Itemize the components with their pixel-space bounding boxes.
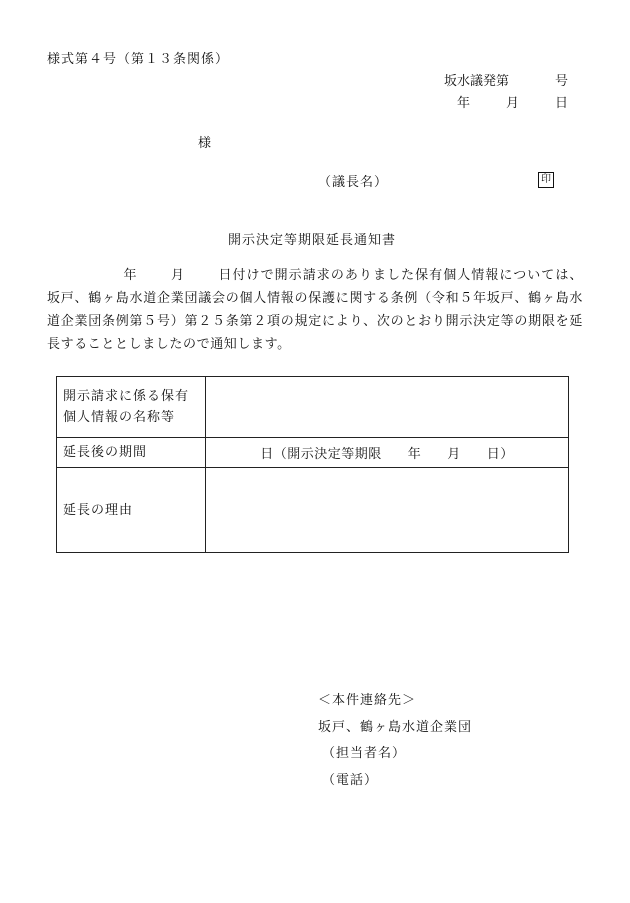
- document-number-prefix: 坂水議発第: [443, 74, 509, 89]
- period-close-label: 日）: [486, 447, 514, 462]
- extended-period-label: 延長後の期間: [57, 438, 206, 468]
- table-row: [57, 438, 569, 468]
- contact-heading: ＜本件連絡先＞: [318, 693, 417, 708]
- contact-organization: 坂戸、鶴ヶ島水道企業団: [318, 719, 473, 735]
- label-line: 開示請求に係る保有: [63, 389, 190, 404]
- period-year-label: 年: [407, 447, 422, 462]
- table-row: [57, 468, 569, 553]
- period-day-label: 日: [260, 447, 274, 462]
- period-deadline-label: （開示決定等期限: [273, 447, 382, 462]
- table-row: [57, 377, 569, 438]
- seal-stamp-icon: 印: [538, 172, 554, 188]
- document-number: [444, 70, 568, 89]
- body-paragraph: [47, 264, 583, 356]
- date-month-label: 月: [505, 96, 519, 111]
- document-title: 開示決定等期限延長通知書: [228, 233, 397, 248]
- recipient-honorific: 様: [198, 136, 212, 151]
- extended-period-value: [206, 438, 569, 468]
- period-month-label: 月: [447, 447, 461, 462]
- contact-phone: （電話）: [322, 772, 379, 788]
- extension-reason-label: 延長の理由: [57, 468, 206, 553]
- form-number: 様式第４号（第１３条関係）: [47, 52, 230, 67]
- personal-info-name-value: [206, 377, 569, 438]
- body-month-label: 月: [170, 268, 185, 283]
- issue-date: [457, 92, 568, 111]
- contact-person: （担当者名）: [322, 746, 407, 761]
- date-year-label: 年: [456, 96, 470, 111]
- document-number-suffix: 号: [554, 74, 568, 89]
- extension-reason-value: [206, 468, 569, 553]
- sender-name-label: （議長名）: [318, 175, 389, 190]
- personal-info-name-label: [57, 377, 206, 438]
- label-line: 個人情報の名称等: [63, 410, 176, 425]
- body-year-label: 年: [123, 268, 138, 283]
- notice-details-table: [56, 376, 569, 553]
- date-day-label: 日: [554, 96, 568, 111]
- body-text: 日付けで開示請求のありました保有個人情報については、坂戸、鶴ヶ島水道企業団議会の個人情報の保護に関する条例（令和５年坂戸、鶴ヶ島水道企業団条例第５号）第２５条第２項の規定により、次のとおり開示決定等の期限を延長することとしましたので通知します。: [47, 268, 583, 352]
- contact-block: [318, 688, 472, 794]
